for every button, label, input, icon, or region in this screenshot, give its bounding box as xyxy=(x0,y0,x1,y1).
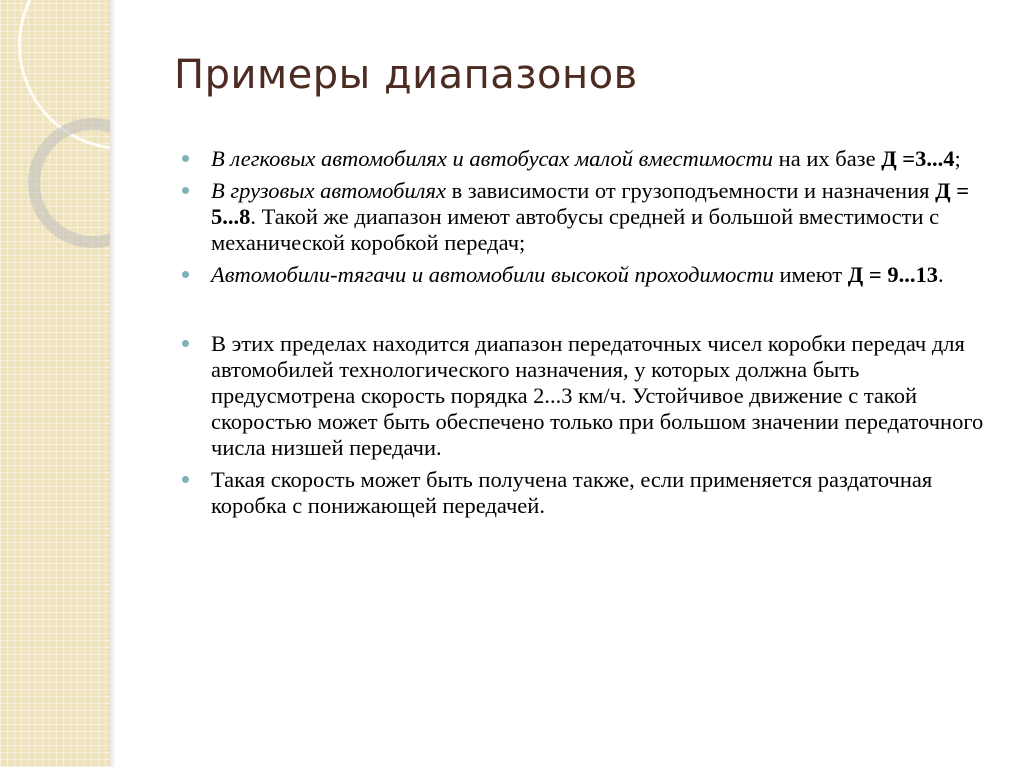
bullet-dot-icon xyxy=(182,271,189,278)
item-bold: Д = 5...8 xyxy=(211,178,970,229)
item-text: на их базе xyxy=(773,146,882,171)
item-bold: Д =3...4 xyxy=(881,146,955,171)
decorative-circle xyxy=(28,118,110,248)
list-item xyxy=(180,178,1000,256)
bullet-dot-icon xyxy=(182,155,189,162)
item-text: . Такой же диапазон имеют автобусы средней и большой вместимости с механической коробкой передач; xyxy=(211,204,940,255)
item-text: В этих пределах находится диапазон передаточных чисел коробки передач для автомобилей технологического назначения, у которых должна быть предусмотрена скорость порядка 2...3 км/ч. Устойчивое движение с такой скоростью может быть обеспечено только при большом значении передаточного числа низшей передачи. xyxy=(211,331,984,460)
bullet-dot-icon xyxy=(182,476,189,483)
side-panel-shadow xyxy=(110,0,116,767)
item-italic: В грузовых автомобилях xyxy=(211,178,446,203)
bullet-dot-icon xyxy=(182,340,189,347)
item-text: ; xyxy=(954,146,961,171)
list-item xyxy=(180,331,1000,461)
item-italic: Автомобили-тягачи и автомобили высокой проходимости xyxy=(211,262,774,287)
list-item xyxy=(180,146,1000,172)
list-item xyxy=(180,467,1000,519)
decorative-side-panel xyxy=(0,0,110,767)
item-text: имеют xyxy=(773,262,848,287)
item-text: в зависимости от грузоподъемности и назначения xyxy=(445,178,936,203)
list-item xyxy=(180,262,1000,288)
item-bold: Д = 9...13 xyxy=(847,262,938,287)
item-text: Такая скорость может быть получена также, если применяется раздаточная коробка с понижающей передачей. xyxy=(211,467,933,518)
item-italic: В легковых автомобилях и автобусах малой вместимости xyxy=(211,146,774,171)
item-text: . xyxy=(937,262,944,287)
slide-body xyxy=(180,146,1000,525)
bullet-dot-icon xyxy=(182,187,189,194)
slide-title: Примеры диапазонов xyxy=(174,52,638,98)
bullet-list xyxy=(180,146,1000,519)
